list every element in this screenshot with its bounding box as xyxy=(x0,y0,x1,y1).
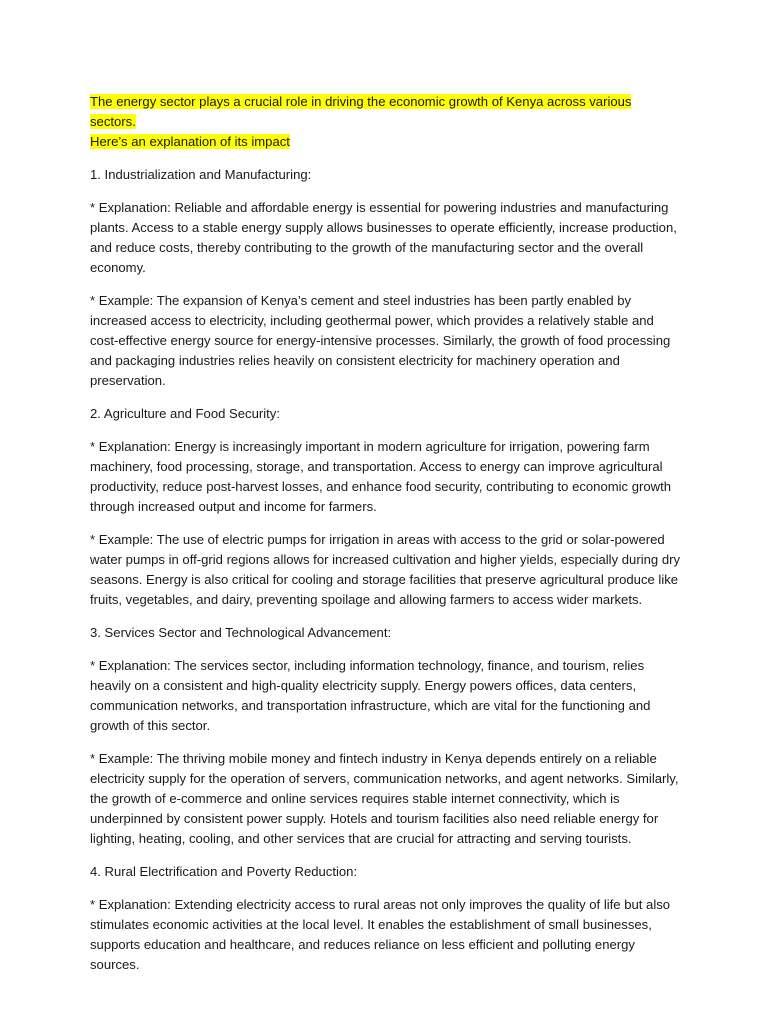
intro-line-2: Here’s an explanation of its impact xyxy=(90,134,290,149)
section-explanation-services: * Explanation: The services sector, including information technology, finance, and tourism, relies heavily on a consistent and high-quality electricity supply. Energy powers offices, data centers, communication networks, and transportation infrastructure, which are vital for the functioning and growth of this sector. xyxy=(90,658,651,733)
section-heading-agriculture: 2. Agriculture and Food Security: xyxy=(90,406,280,421)
section-explanation-industrialization: * Explanation: Reliable and affordable energy is essential for powering industries and manufacturing plants. Access to a stable energy supply allows businesses to operate efficiently, increase production, and reduce costs, thereby contributing to the growth of the manufacturing sector and the overall economy. xyxy=(90,200,677,275)
section-example-industrialization: * Example: The expansion of Kenya’s cement and steel industries has been partly enabled by increased access to electricity, including geothermal power, which provides a relatively stable and cost-effective energy source for energy-intensive processes. Similarly, the growth of food processing and packaging industries relies heavily on consistent electricity for machinery operation and preservation. xyxy=(90,293,671,388)
section-example-agriculture: * Example: The use of electric pumps for irrigation in areas with access to the grid or solar-powered water pumps in off-grid regions allows for increased cultivation and higher yields, especially during dry seasons. Energy is also critical for cooling and storage facilities that preserve agricultural produce like fruits, vegetables, and dairy, preventing spoilage and allowing farmers to access wider markets. xyxy=(90,532,681,607)
section-heading-services: 3. Services Sector and Technological Advancement: xyxy=(90,625,392,640)
intro-line-1: The energy sector plays a crucial role in driving the economic growth of Kenya across various sectors. xyxy=(90,94,632,129)
section-heading-rural-electrification: 4. Rural Electrification and Poverty Reduction: xyxy=(90,864,358,879)
intro-paragraph xyxy=(90,92,680,152)
section-explanation-agriculture: * Explanation: Energy is increasingly important in modern agriculture for irrigation, powering farm machinery, food processing, storage, and transportation. Access to energy can improve agricultural productivity, reduce post-harvest losses, and enhance food security, contributing to economic growth through increased output and income for farmers. xyxy=(90,439,672,514)
document-page xyxy=(90,92,680,988)
section-heading-industrialization: 1. Industrialization and Manufacturing: xyxy=(90,167,312,182)
section-example-services: * Example: The thriving mobile money and fintech industry in Kenya depends entirely on a reliable electricity supply for the operation of servers, communication networks, and agent networks. Similarly, the growth of e-commerce and online services requires stable internet connectivity, which is underpinned by consistent power supply. Hotels and tourism facilities also need reliable energy for lighting, heating, cooling, and other services that are crucial for attracting and serving tourists. xyxy=(90,751,679,846)
section-explanation-rural-electrification: * Explanation: Extending electricity access to rural areas not only improves the quality of life but also stimulates economic activities at the local level. It enables the establishment of small businesses, supports education and healthcare, and reduces reliance on less efficient and polluting energy sources. xyxy=(90,897,671,972)
